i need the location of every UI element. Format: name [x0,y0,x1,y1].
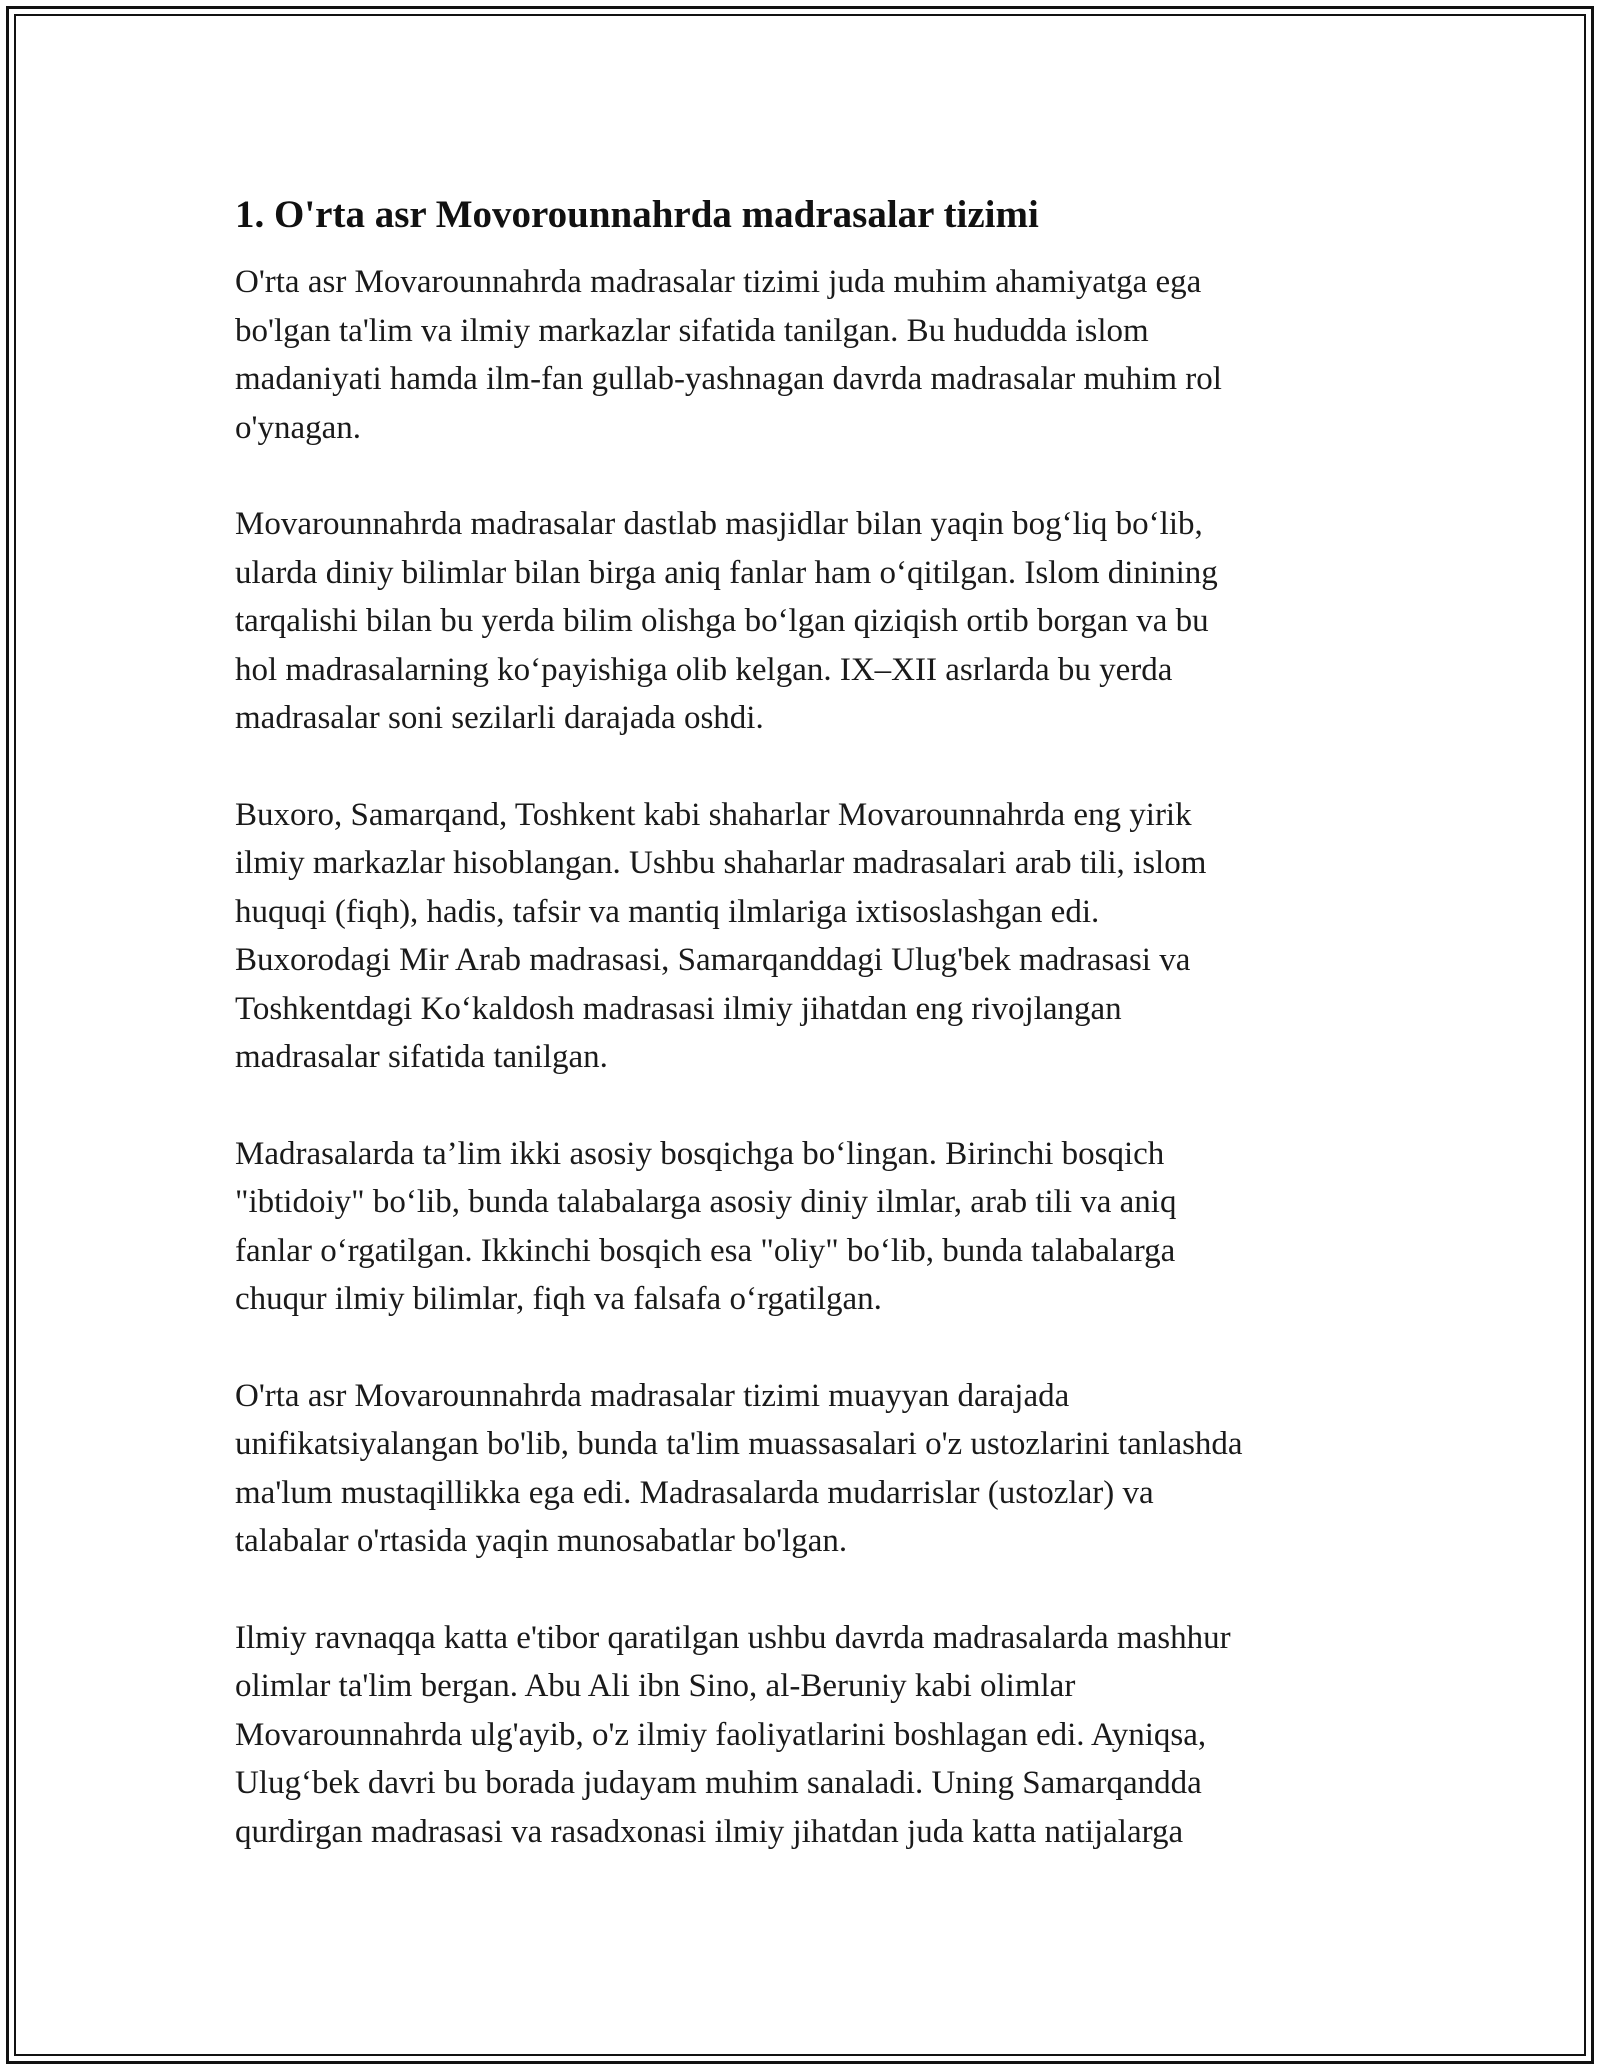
text-line: qurdirgan madrasasi va rasadxonasi ilmiy jihatdan juda katta natijalarga [235,1813,1184,1850]
text-line: O'rta asr Movarounnahrda madrasalar tizimi muayyan darajada [235,1377,1070,1414]
paragraph-3 [235,791,1365,1082]
text-line: bo'lgan ta'lim va ilmiy markazlar sifatida tanilgan. Bu hududda islom [235,312,1149,349]
text-line: talabalar o'rtasida yaqin munosabatlar bo'lgan. [235,1523,848,1559]
text-line: chuqur ilmiy bilimlar, fiqh va falsafa o‘rgatilgan. [235,1281,882,1317]
text-line: Movarounnahrda madrasalar dastlab masjidlar bilan yaqin bog‘liq bo‘lib, [235,506,1203,542]
text-line: ma'lum mustaqillikka ega edi. Madrasalarda mudarrislar (ustozlar) va [235,1474,1154,1511]
text-line: Buxorodagi Mir Arab madrasasi, Samarqanddagi Ulug'bek madrasasi va [235,942,1191,978]
text-line: olimlar ta'lim bergan. Abu Ali ibn Sino, al-Beruniy kabi olimlar [235,1668,1076,1704]
text-line: huquqi (fiqh), hadis, tafsir va mantiq ilmlariga ixtisoslashgan edi. [235,893,1100,930]
text-line: ilmiy markazlar hisoblangan. Ushbu shaharlar madrasalari arab tili, islom [235,845,1207,881]
page-title: 1. O'rta asr Movorounnahrda madrasalar tizimi [235,193,1039,236]
text-line: madaniyati hamda ilm-fan gullab-yashnagan davrda madrasalar muhim rol [235,361,1222,397]
paragraph-5 [235,1372,1365,1566]
paragraph-4 [235,1130,1365,1324]
text-line: hol madrasalarning ko‘payishiga olib kelgan. IX–XII asrlarda bu yerda [235,651,1173,688]
document-body [235,186,1365,1904]
text-line: O'rta asr Movarounnahrda madrasalar tizimi juda muhim ahamiyatga ega [235,264,1202,300]
text-line: Buxoro, Samarqand, Toshkent kabi shaharlar Movarounnahrda eng yirik [235,796,1192,833]
paragraph-6 [235,1614,1365,1857]
text-line: madrasalar sifatida tanilgan. [235,1039,608,1075]
text-line: Madrasalarda ta’lim ikki asosiy bosqichga bo‘lingan. Birinchi bosqich [235,1135,1165,1172]
text-line: tarqalishi bilan bu yerda bilim olishga bo‘lgan qiziqish ortib borgan va bu [235,603,1209,639]
paragraph-1 [235,258,1365,452]
text-line: "ibtidoiy" bo‘lib, bunda talabalarga asosiy diniy ilmlar, arab tili va aniq [235,1184,1177,1220]
text-line: Toshkentdagi Ko‘kaldosh madrasasi ilmiy jihatdan eng rivojlangan [235,990,1122,1027]
text-line: Ulug‘bek davri bu borada judayam muhim sanaladi. Uning Samarqandda [235,1765,1202,1801]
text-line: o'ynagan. [235,409,361,446]
text-line: ularda diniy bilimlar bilan birga aniq fanlar ham o‘qitilgan. Islom dinining [235,554,1218,591]
text-line: Ilmiy ravnaqqa katta e'tibor qaratilgan ushbu davrda madrasalarda mashhur [235,1619,1231,1656]
text-line: Movarounnahrda ulg'ayib, o'z ilmiy faoliyatlarini boshlagan edi. Ayniqsa, [235,1716,1207,1753]
paragraph-2 [235,500,1365,743]
text-line: unifikatsiyalangan bo'lib, bunda ta'lim muassasalari o'z ustozlarini tanlashda [235,1426,1243,1462]
text-line: fanlar o‘rgatilgan. Ikkinchi bosqich esa "oliy" bo‘lib, bunda talabalarga [235,1232,1176,1269]
text-line: madrasalar soni sezilarli darajada oshdi. [235,700,764,736]
